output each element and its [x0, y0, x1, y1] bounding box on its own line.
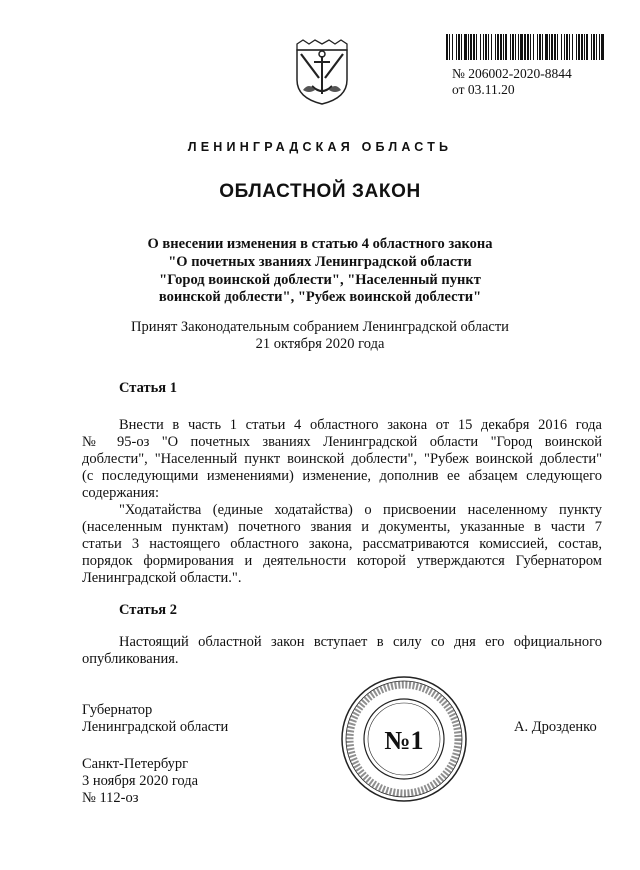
law-title-line: "О почетных званиях Ленинградской области — [168, 254, 472, 270]
law-title-line: "Город воинской доблести", "Населенный пункт — [159, 272, 481, 288]
law-number: № 112-оз — [82, 790, 139, 806]
article-1-text: (с последующими изменениями) изменение, дополнив ее абзацем следующего — [82, 468, 602, 484]
registration-number: № 206002-2020-8844 — [452, 66, 572, 81]
region-heading: ЛЕНИНГРАДСКАЯ ОБЛАСТЬ — [187, 140, 453, 154]
registration-date: от 03.11.20 — [452, 82, 515, 97]
law-title-line: О внесении изменения в статью 4 областного закона — [147, 236, 493, 252]
coat-of-arms-emblem — [289, 38, 355, 106]
article-1-heading: Статья 1 — [119, 380, 177, 396]
adopted-line: Принят Законодательным собранием Ленинградской области — [131, 319, 509, 335]
article-1-quote: "Ходатайства (единые ходатайства) о присвоении населенному пункту — [119, 502, 602, 518]
law-title-line: воинской доблести", "Рубеж воинской доблести" — [158, 289, 482, 305]
article-1-quote: Ленинградской области.". — [82, 570, 242, 586]
article-1-quote: статьи 3 настоящего областного закона, рассматриваются комиссией, состав, — [82, 536, 602, 552]
signatory-name: А. Дрозденко — [514, 719, 597, 735]
signatory-position: Ленинградской области — [82, 719, 229, 735]
article-2-text: опубликования. — [82, 651, 179, 667]
article-1-quote: порядок формирования и деятельности которой утверждаются Губернатором — [82, 553, 602, 569]
official-seal-stamp — [340, 675, 468, 803]
article-2-text: Настоящий областной закон вступает в силу со дня его официального — [119, 634, 602, 650]
article-1-text: содержания: — [82, 485, 160, 501]
signing-date: 3 ноября 2020 года — [82, 773, 199, 789]
barcode — [444, 34, 604, 60]
article-2-heading: Статья 2 — [119, 602, 177, 618]
adopted-line: 21 октября 2020 года — [255, 336, 385, 352]
registration-block — [452, 66, 572, 98]
article-1-text: Внести в часть 1 статьи 4 областного закона от 15 декабря 2016 года — [119, 417, 602, 433]
document-type: ОБЛАСТНОЙ ЗАКОН — [219, 181, 421, 202]
seal-number: №1 — [384, 726, 424, 755]
article-1-text: № 95-оз "О почетных званиях Ленинградской области "Город воинской — [82, 434, 602, 450]
article-1-text: доблести", "Населенный пункт воинской доблести", "Рубеж воинской доблести" — [82, 451, 602, 467]
article-1-quote: (населенным пунктам) почетного звания и документы, указанные в части 7 — [82, 519, 602, 535]
signatory-position: Губернатор — [82, 702, 153, 718]
signing-city: Санкт-Петербург — [82, 756, 189, 772]
